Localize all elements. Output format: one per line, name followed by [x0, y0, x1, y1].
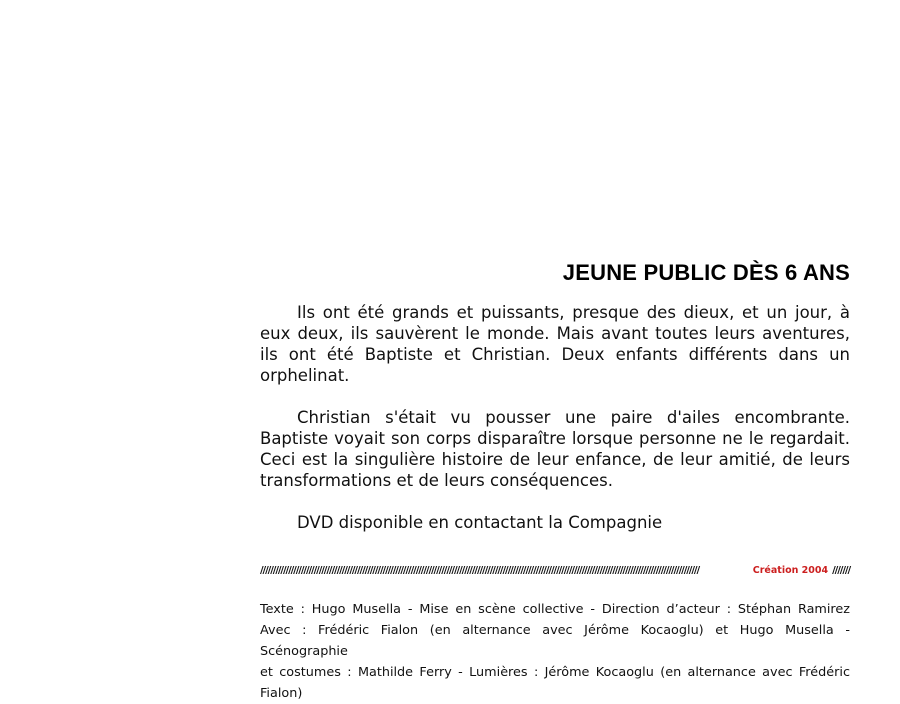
show-description	[260, 258, 850, 701]
credits-line-3: et costumes : Mathilde Ferry - Lumières : Jérôme Kocaoglu (en alternance avec Frédéric Fialon)	[260, 665, 850, 701]
creation-year-label: Création 2004	[752, 565, 829, 576]
credits-line-2: Avec : Frédéric Fialon (en alternance avec Jérôme Kocaoglu) et Hugo Musella - Scénographie	[260, 623, 850, 659]
synopsis-paragraph-1: Ils ont été grands et puissants, presque des dieux, et un jour, à eux deux, ils sauvèrent le monde. Mais avant toutes leurs aventures, ils ont été Baptiste et Christian. Deux enfants différents dans un orphelinat.	[260, 303, 850, 385]
divider-slashes-right: ///////	[832, 565, 850, 576]
credits-block	[260, 599, 850, 704]
synopsis-paragraph-2: Christian s'était vu pousser une paire d'ailes encombrante. Baptiste voyait son corps disparaître lorsque personne ne le regardait. Ceci est la singulière histoire de leur enfance, de leur amitié, de leurs transformations et de leurs conséquences.	[260, 408, 850, 490]
creation-divider	[260, 564, 850, 578]
dvd-availability-note: DVD disponible en contactant la Compagnie	[297, 513, 663, 532]
credits-line-1: Texte : Hugo Musella - Mise en scène collective - Direction d’acteur : Stéphan Ramirez	[260, 602, 850, 617]
page-title: JEUNE PUBLIC DÈS 6 ANS	[562, 260, 850, 285]
divider-slashes-left: ////////////////////////////////////////////////////////////////////////////////////////////////////////////////////////////////////////////////////////////////////////////	[260, 565, 700, 576]
